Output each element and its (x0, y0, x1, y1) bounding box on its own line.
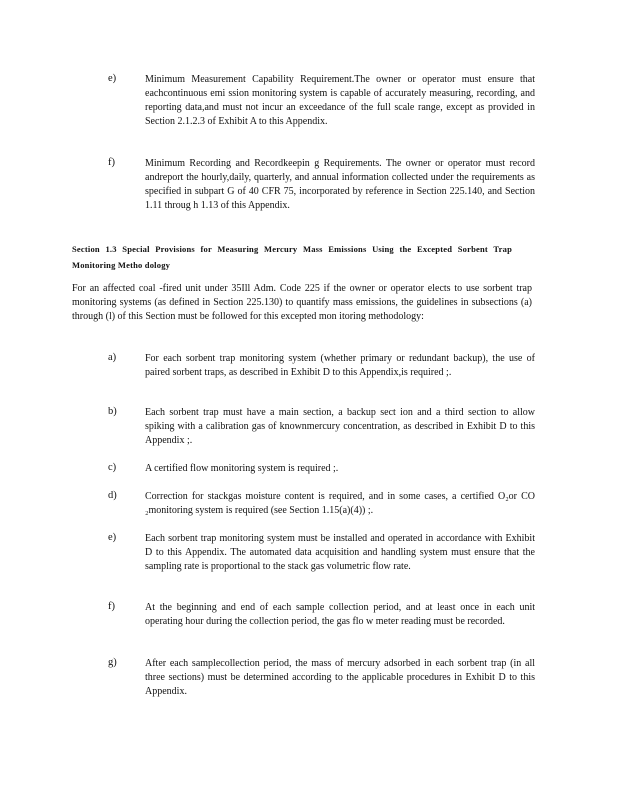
item-label: c) (108, 462, 117, 473)
item-text: After each samplecollection period, the mass of mercury adsorbed in each sorbent trap (in all three sections) must be determined according to the applicable procedures in Exhibit D to this Appendix. (145, 658, 535, 697)
item-text: A certified flow monitoring system is required ;. (145, 463, 339, 474)
item-label: a) (108, 352, 117, 363)
item-label: e) (108, 73, 117, 84)
item-label: f) (108, 157, 115, 168)
section-heading: Section 1.3 Special Provisions for Measuring Mercury Mass Emissions Using the Excepted Sorbent Trap Monitoring Metho dology (72, 244, 512, 270)
item-text: For each sorbent trap monitoring system (whether primary or redundant backup), the use of paired sorbent traps, as described in Exhibit D to this Appendix,is required ;. (145, 353, 535, 378)
item-text: Minimum Recording and Recordkeepin g Requirements. The owner or operator must record andreport the hourly,daily, quarterly, and annual information collected under the requirements as specified in subpart G of 40 CFR 75, incorporated by reference in Section 225.140, and Section 1.11 throug h 1.13 of this Appendix. (145, 158, 535, 211)
item-text: At the beginning and end of each sample collection period, and at least once in each unit operating hour during the collection period, the gas flo w meter reading must be recorded. (145, 602, 535, 627)
item-label: b) (108, 406, 117, 417)
item-text: Correction for stackgas moisture content is required, and in some cases, a certified O₂or CO ₂monitoring system is required (see Section 1.15(a)(4)) ;. (145, 491, 535, 516)
item-label: d) (108, 490, 117, 501)
item-text: Minimum Measurement Capability Requirement.The owner or operator must ensure that eachcontinuous emi ssion monitoring system is capable of accurately measuring, recording, and reporting data,and must not incur an exceedance of the full scale range, except as provided in Section 2.1.2.3 of Exhibit A to this Appendix. (145, 74, 535, 127)
item-text: Each sorbent trap must have a main section, a backup sect ion and a third section to allow spiking with a calibration gas of knownmercury concentration, as described in Exhibit D to this Appendix ;. (145, 407, 535, 446)
intro-paragraph: For an affected coal -fired unit under 35Ill Adm. Code 225 if the owner or operator elects to use sorbent trap monitoring systems (as defined in Section 225.130) to quantify mass emissions, the guidelines in subsections (a) through (l) of this Section must be followed for this excepted mon itoring methodology: (72, 283, 532, 322)
item-label: e) (108, 532, 117, 543)
item-text: Each sorbent trap monitoring system must be installed and operated in accordance with Exhibit D to this Appendix. The automated data acquisition and handling system must ensure that the sampling rate is proportional to the stack gas volumetric flow rate. (145, 533, 535, 572)
item-label: f) (108, 601, 115, 612)
item-label: g) (108, 657, 117, 668)
